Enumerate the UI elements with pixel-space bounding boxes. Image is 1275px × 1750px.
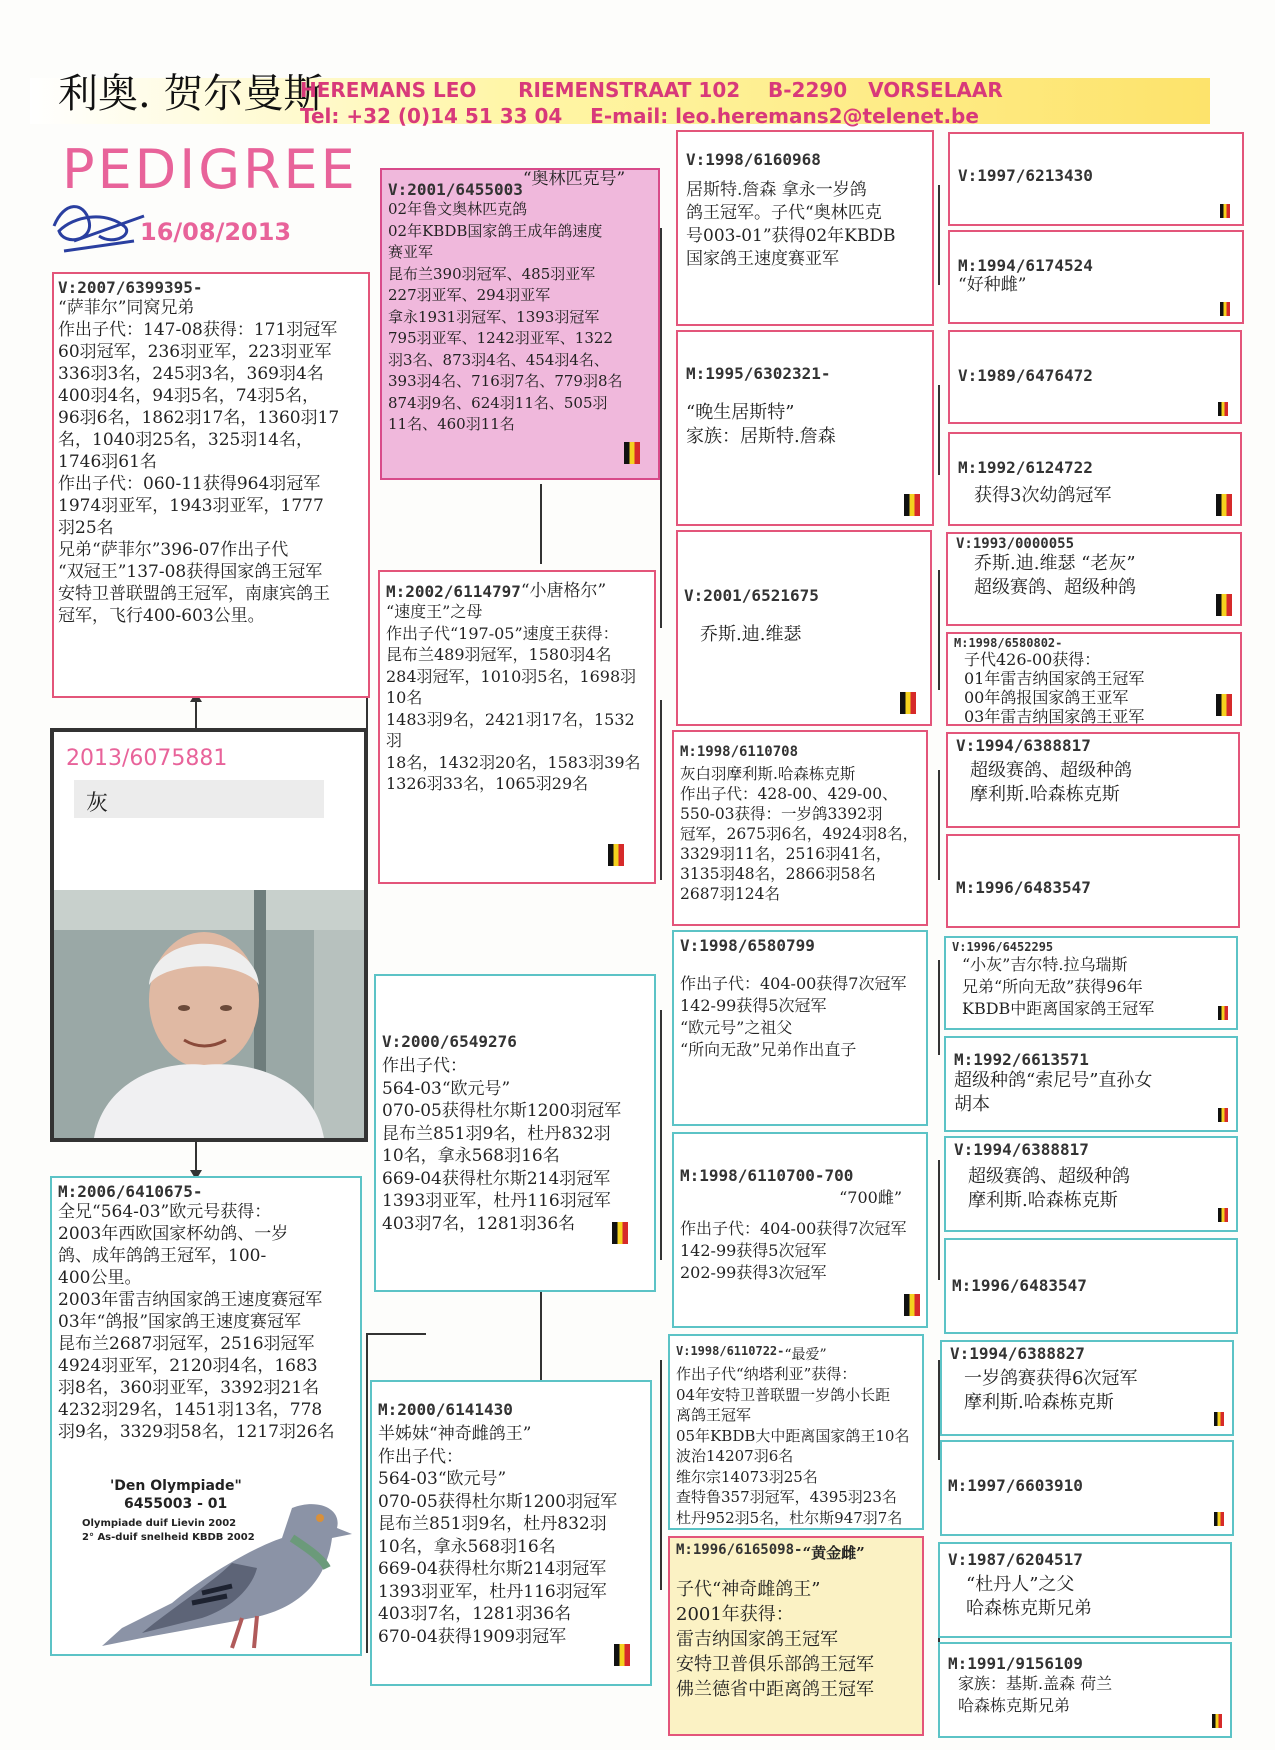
gen4-ring-2: M:1994/6174524 — [958, 256, 1093, 275]
gen4-text-16: 家族：基斯.盖森 荷兰 哈森栋克斯兄弟 — [958, 1674, 1113, 1715]
flag-icon — [1216, 494, 1232, 516]
gen4-ring-5: V:1993/0000055 — [956, 536, 1075, 552]
flag-icon — [1216, 694, 1232, 716]
gen3-ring-3: V:2001/6521675 — [684, 586, 819, 605]
connector — [540, 484, 542, 564]
gen3-ring-5: V:1998/6580799 — [680, 936, 815, 955]
gen3-card-5 — [672, 930, 928, 1126]
gen3-name-7: “最爱” — [784, 1347, 827, 1363]
flag-icon — [1216, 594, 1232, 616]
connector — [938, 1160, 940, 1280]
gen4-card-8 — [946, 834, 1240, 928]
gen2-text-3: 作出子代： 564-03“欧元号” 070-05获得杜尔斯1200羽冠军 昆布兰851羽9名，杜丹832羽 10名，拿永568羽16名 669-04获得杜尔斯214羽冠军 1393羽亚军，杜丹116羽冠军 403羽7名，1281羽36名 — [382, 1056, 622, 1234]
gen3-card-3 — [676, 530, 932, 726]
gen3-ring-1: V:1998/6160968 — [686, 150, 821, 169]
pedigree-date: 16/08/2013 — [140, 218, 292, 246]
gen4-ring-16: M:1991/9156109 — [948, 1654, 1083, 1673]
gen4-text-15: “杜丹人”之父 哈森栋克斯兄弟 — [966, 1574, 1092, 1619]
gen2-card-2 — [378, 570, 656, 884]
gen4-text-9: “小灰”吉尔特.拉乌瑞斯 兄弟“所向无敌”获得96年 KBDB中距离国家鸽王冠军 — [962, 955, 1155, 1018]
gen4-ring-10: M:1992/6613571 — [954, 1050, 1089, 1069]
subject-ring: 2013/6075881 — [66, 746, 228, 771]
gen3-name-8: “黄金雌” — [802, 1544, 865, 1562]
gen4-card-14 — [940, 1440, 1234, 1536]
flag-icon — [1218, 1208, 1228, 1222]
flag-icon — [614, 1644, 630, 1666]
gen2-ring-2: M:2002/6114797 — [386, 582, 521, 601]
breeder-address: HEREMANS LEO RIEMENSTRAAT 102 B-2290 VORSELAAR — [300, 78, 1003, 102]
dam-description: 全兄“564-03”欧元号获得： 2003年西欧国家杯幼鸽、一岁 鸽、成年鸽鸽王冠军，100- 400公里。 2003年雷吉纳国家鸽王速度赛冠军 03年“鸽报”国家鸽王速度赛冠军 昆布兰2687羽冠军，2516羽冠军 4924羽亚军，2120羽4名，1683 羽8名，360羽亚军，3392羽21名 4232羽29名，1451羽13名，778 羽9名，3329羽58名，1217羽26名 — [58, 1202, 335, 1442]
connector — [938, 185, 940, 285]
gen4-ring-6: M:1998/6580802- — [954, 636, 1063, 650]
pigeon-illustration — [82, 1468, 362, 1656]
gen3-card-1 — [676, 130, 934, 326]
flag-icon — [624, 442, 640, 464]
flag-icon — [608, 844, 624, 866]
gen4-ring-8: M:1996/6483547 — [956, 878, 1091, 897]
flag-icon — [612, 1222, 628, 1244]
gen4-card-11 — [944, 1136, 1238, 1232]
subject-color-field — [74, 780, 324, 818]
signature — [44, 196, 154, 256]
breeder-chinese-name: 利奥. 贺尔曼斯 — [58, 71, 324, 117]
gen4-ring-12: M:1996/6483547 — [952, 1276, 1087, 1295]
gen2-card-3 — [374, 974, 656, 1292]
connector — [660, 228, 662, 628]
flag-icon — [1218, 1006, 1228, 1020]
gen4-card-10 — [944, 1036, 1238, 1132]
flag-icon — [1220, 204, 1230, 218]
pigeon-photo-caption-1: Olympiade duif Lievin 2002 — [82, 1518, 237, 1529]
gen3-text-4: 灰白羽摩利斯.哈森栋克斯 作出子代：428-00、429-00、 550-03获得：一岁鸽3392羽 冠军，2675羽6名，4924羽8名， 3329羽11名，2516羽41名， 3135羽48名，2866羽58名 2687羽124名 — [680, 765, 919, 903]
gen4-text-4: 获得3次幼鸽冠军 — [974, 485, 1112, 506]
sire-description: “萨菲尔”同窝兄弟 作出子代：147-08获得：171羽冠军 60羽冠军，236羽亚军，223羽亚军 336羽3名，245羽3名，369羽4名 400羽4名，94羽5名，74羽5名， 96羽6名，1862羽17名，1360羽17 名，1040羽25名，325羽14名， 1746羽61名 作出子代：060-11获得964羽冠军 1974羽亚军，1943羽亚军，1777 羽25名 兄弟“萨菲尔”396-07作出子代 “双冠王”137-08获得国家鸽王冠军 安特卫普联盟鸽王冠军，南康宾鸽王 冠军，飞行400-603公里。 — [58, 298, 340, 626]
pedigree-title: PEDIGREE — [62, 138, 358, 201]
gen3-text-8: 子代“神奇雌鸽王” 2001年获得： 雷吉纳国家鸽王冠军 安特卫普俱乐部鸽王冠军 佛兰德省中距离鸽王冠军 — [676, 1579, 874, 1700]
flag-icon — [1218, 1108, 1228, 1122]
pigeon-photo-caption-2: 2° As-duif snelheid KBDB 2002 — [82, 1532, 255, 1543]
connector — [366, 1333, 368, 1653]
connector — [366, 1333, 426, 1335]
gen4-card-2 — [948, 230, 1244, 324]
breeder-contact: Tel: +32 (0)14 51 33 04 E-mail: leo.heremans2@telenet.be — [300, 104, 979, 128]
gen3-ring-6: M:1998/6110700-700 — [680, 1166, 854, 1185]
flag-icon — [1214, 1412, 1224, 1426]
gen4-ring-1: V:1997/6213430 — [958, 166, 1093, 185]
gen4-text-10: 超级种鸽“索尼号”直孙女 胡本 — [954, 1070, 1153, 1115]
flag-icon — [1218, 402, 1228, 416]
gen3-card-8 — [668, 1536, 924, 1736]
flag-icon — [904, 1294, 920, 1316]
gen4-text-11: 超级赛鸽、超级种鸽 摩利斯.哈森栋克斯 — [968, 1166, 1130, 1211]
gen4-ring-9: V:1996/6452295 — [952, 940, 1054, 954]
sire-ring: V:2007/6399395- — [58, 278, 203, 297]
gen2-text-1: 02年鲁文奥林匹克鸽 02年KBDB国家鸽王成年鸽速度 赛亚军 昆布兰390羽冠军、485羽亚军 227羽亚军、294羽亚军 拿永1931羽冠军、1393羽冠军 795羽亚军、1242羽亚军、1322 羽3名、873羽4名、454羽4名、 393羽4名、716羽7名、779羽8名 874羽9名、624羽11名、505羽 11名、460羽11名 — [388, 200, 623, 433]
sire-card — [52, 272, 370, 698]
flag-icon — [1212, 1714, 1222, 1728]
connector — [938, 385, 940, 475]
connector — [660, 1010, 662, 1260]
flag-icon — [900, 692, 916, 714]
gen4-ring-11: V:1994/6388817 — [954, 1140, 1089, 1159]
gen3-card-2 — [676, 330, 934, 526]
gen2-name-2: “小唐格尔” — [520, 581, 607, 601]
gen4-card-13 — [940, 1340, 1234, 1436]
gen4-ring-4: M:1992/6124722 — [958, 458, 1093, 477]
dam-card — [50, 1176, 362, 1656]
gen3-card-7 — [668, 1334, 924, 1530]
dam-ring: M:2006/6410675- — [58, 1182, 203, 1201]
gen4-text-5: 乔斯.迪.维瑟 “老灰” 超级赛鸽、超级种鸽 — [974, 553, 1136, 598]
gen4-card-16 — [938, 1642, 1232, 1738]
gen4-card-1 — [948, 132, 1244, 226]
gen2-card-4 — [370, 1380, 652, 1686]
gen3-card-4 — [672, 730, 928, 926]
gen4-card-15 — [938, 1542, 1232, 1638]
gen3-text-5: 作出子代：404-00获得7次冠军 142-99获得5次冠军 “欧元号”之祖父 “所向无敌”兄弟作出直子 — [680, 974, 907, 1059]
gen3-text-3: 乔斯.迪.维瑟 — [700, 624, 802, 645]
gen4-card-5 — [946, 532, 1242, 626]
flag-icon — [1214, 1512, 1224, 1526]
gen4-text-13: 一岁鸽赛获得6次冠军 摩利斯.哈森栋克斯 — [964, 1368, 1138, 1413]
gen2-name-1: “奥林匹克号” — [522, 169, 626, 189]
gen3-ring-7: V:1998/6110722- — [676, 1344, 785, 1358]
gen2-ring-1: V:2001/6455003 — [388, 180, 523, 199]
gen4-card-6 — [946, 632, 1242, 726]
gen4-ring-13: V:1994/6388827 — [950, 1344, 1085, 1363]
breeder-photo — [54, 890, 364, 1138]
gen4-ring-14: M:1997/6603910 — [948, 1476, 1083, 1495]
gen3-text-6: 作出子代：404-00获得7次冠军 142-99获得5次冠军 202-99获得3次冠军 — [680, 1219, 907, 1282]
connector — [660, 1360, 662, 1590]
gen3-card-6 — [672, 1132, 928, 1328]
connector — [660, 700, 662, 880]
gen2-text-4: 半姊妹“神奇雌鸽王” 作出子代： 564-03“欧元号” 070-05获得杜尔斯1200羽冠军 昆布兰851羽9名，杜丹832羽 10名，拿永568羽16名 669-04获得杜尔斯214羽冠军 1393羽亚军，杜丹116羽冠军 403羽7名，1281羽36名 670-04获得1909羽冠军 — [378, 1424, 618, 1647]
connector — [540, 1292, 542, 1380]
gen4-card-7 — [946, 732, 1240, 828]
gen4-text-6: 子代426-00获得： 01年雷吉纳国家鸽王冠军 00年鸽报国家鸽王亚军 03年雷吉纳国家鸽王亚军 — [964, 650, 1145, 726]
gen2-card-1 — [380, 168, 660, 480]
gen3-name-6: “700雌” — [839, 1188, 902, 1207]
gen4-card-4 — [948, 432, 1242, 526]
flag-icon — [1220, 302, 1230, 316]
gen4-ring-15: V:1987/6204517 — [948, 1550, 1083, 1569]
pigeon-photo-title: 'Den Olympiade" — [110, 1478, 242, 1494]
gen3-ring-4: M:1998/6110708 — [680, 744, 799, 760]
gen4-card-3 — [948, 330, 1242, 424]
subject-card — [50, 728, 368, 1142]
gen4-card-9 — [944, 936, 1238, 1030]
gen3-ring-2: M:1995/6302321- — [686, 364, 831, 383]
connector — [938, 960, 940, 1055]
subject-color: 灰 — [86, 791, 109, 816]
gen2-ring-3: V:2000/6549276 — [382, 1032, 517, 1051]
gen4-ring-3: V:1989/6476472 — [958, 366, 1093, 385]
gen3-ring-8: M:1996/6165098- — [676, 1542, 803, 1558]
gen4-text-7: 超级赛鸽、超级种鸽 摩利斯.哈森栋克斯 — [970, 760, 1132, 805]
gen4-card-12 — [944, 1238, 1238, 1334]
gen3-text-1: 居斯特.詹森 拿永一岁鸽 鸽王冠军。子代“奥林匹克 号003-01”获得02年KBDB 国家鸽王速度赛亚军 — [686, 180, 896, 269]
gen4-text-2: “好种雌” — [958, 275, 1027, 295]
gen2-text-2: “速度王”之母 作出子代“197-05”速度王获得： 昆布兰489羽冠军，1580羽4名 284羽冠军，1010羽5名，1698羽 10名 1483羽9名，2421羽17名，1532羽 18名，1432羽20名，1583羽39名 1326羽33名，1065羽29名 — [386, 602, 641, 793]
connector — [938, 770, 940, 880]
gen2-ring-4: M:2000/6141430 — [378, 1400, 513, 1419]
gen4-ring-7: V:1994/6388817 — [956, 736, 1091, 755]
connector — [938, 570, 940, 690]
pigeon-photo-ring: 6455003 - 01 — [124, 1496, 228, 1512]
flag-icon — [904, 494, 920, 516]
gen3-text-7: 作出子代“纳塔利亚”获得： 04年安特卫普联盟一岁鸽小长距 离鸽王冠军 05年KBDB大中距离国家鸽王10名 波治14207羽6名 维尔宗14073羽25名 查特鲁357羽冠军，4395羽23名 杜丹952羽5名，杜尔斯947羽7名 — [676, 1365, 910, 1527]
gen3-text-2: “晚生居斯特” 家族：居斯特.詹森 — [686, 402, 836, 447]
